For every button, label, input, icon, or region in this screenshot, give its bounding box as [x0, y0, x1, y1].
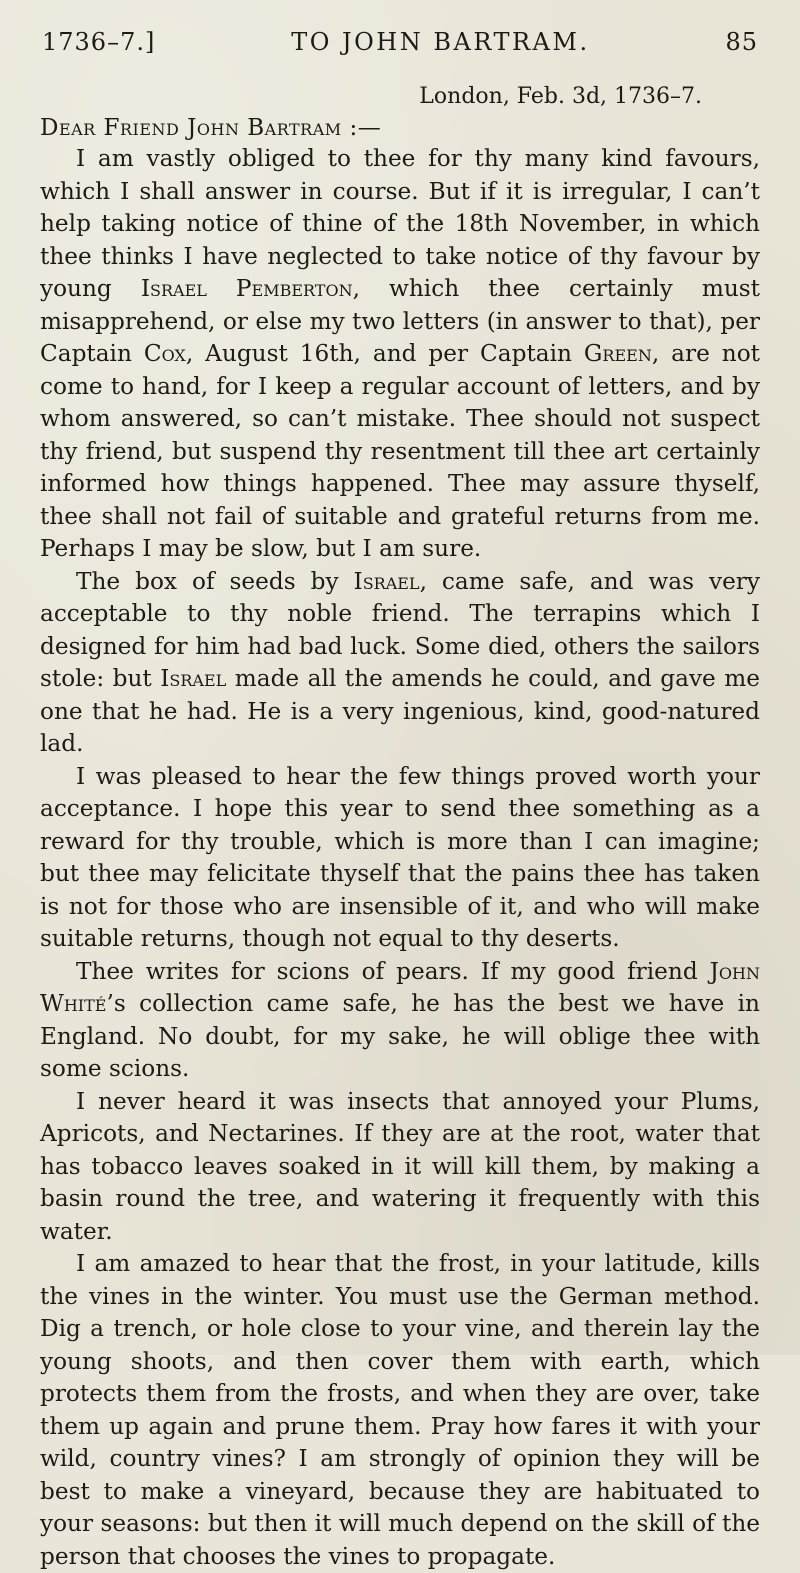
- letter-salutation: Dear Friend John Bartram :—: [40, 115, 382, 141]
- letter-paragraph: [40, 143, 760, 566]
- paragraph-text: I am vastly obliged to thee for thy many kind favours, which I shall answer in course. But if it is irregular, I can’t help taking notice of thine of the 18th November, in which thee thinks I have neglected to take notice of thy favour by young: [40, 145, 760, 302]
- running-head: [40, 28, 760, 56]
- person-name: John Whité: [40, 957, 760, 1017]
- letter-paragraph: [40, 1086, 760, 1249]
- person-name: Israel Pemberton: [140, 275, 353, 302]
- paragraph-text: , are not come to hand, for I keep a regular account of letters, and by whom answered, so can’t mistake. Thee should not suspect thy friend, but suspend thy resentment till thee art certainly informed how things happened. Thee may assure thyself, thee shall not fail of suitable and grateful returns from me. Perhaps I may be slow, but I am sure.: [40, 340, 760, 562]
- running-head-date: 1736–7.]: [42, 28, 156, 56]
- paragraph-text: , came safe, and was very acceptable to thy noble friend. The terrapins which I designed for him had bad luck. Some died, others the sailors stole: but: [40, 567, 760, 692]
- person-name: Israel: [353, 567, 420, 595]
- paragraph-text: I am amazed to hear that the frost, in your latitude, kills the vines in the winter. You must use the German method. Dig a trench, or hole close to your vine, and therein lay the young shoots, and then cover them with earth, which protects them from the frosts, and when they are over, take them up again and prune them. Pray how fares it with your wild, country vines? I am strongly of opinion they will be best to make a vineyard, because they are habituated to your seasons: but then it will much depend on the skill of the person that chooses the vines to propagate.: [40, 1250, 760, 1570]
- running-head-title: TO JOHN BARTRAM.: [291, 28, 590, 56]
- paragraph-text: I was pleased to hear the few things proved worth your acceptance. I hope this year to send thee something as a reward for thy trouble, which is more than I can imagine; but thee may felicitate thyself that the pains thee has taken is not for those who are insensible of it, and who will make suitable returns, though not equal to thy deserts.: [40, 762, 760, 952]
- letter-paragraph: [40, 566, 760, 761]
- letter-paragraph: [40, 1248, 760, 1573]
- letter-paragraph: [40, 956, 760, 1086]
- letter-paragraph: [40, 761, 760, 956]
- paragraph-text: The box of seeds by: [76, 567, 354, 595]
- paragraph-text: ’s collection came safe, he has the best we have in England. No doubt, for my sake, he will oblige thee with some scions.: [40, 990, 760, 1082]
- page-number: 85: [725, 28, 758, 56]
- letter-dateline: London, Feb. 3d, 1736–7.: [419, 84, 702, 109]
- person-name: Israel: [160, 665, 227, 692]
- paragraph-text: , August 16th, and per Captain: [185, 340, 584, 367]
- paragraph-text: made all the amends he could, and gave me one that he had. He is a very ingenious, kind, good-natured lad.: [40, 665, 760, 757]
- paragraph-text: , which thee certainly must misapprehend, or else my two letters (in answer to that), per Captain: [40, 275, 760, 367]
- paragraph-text: Thee writes for scions of pears. If my good friend: [76, 957, 710, 985]
- letter-body: [40, 143, 760, 1573]
- person-name: Cox: [143, 340, 186, 367]
- person-name: Green: [583, 340, 652, 367]
- paragraph-text: I never heard it was insects that annoyed your Plums, Apricots, and Nectarines. If they are at the root, water that has tobacco leaves soaked in it will kill them, by making a basin round the tree, and watering it frequently with this water.: [40, 1087, 760, 1245]
